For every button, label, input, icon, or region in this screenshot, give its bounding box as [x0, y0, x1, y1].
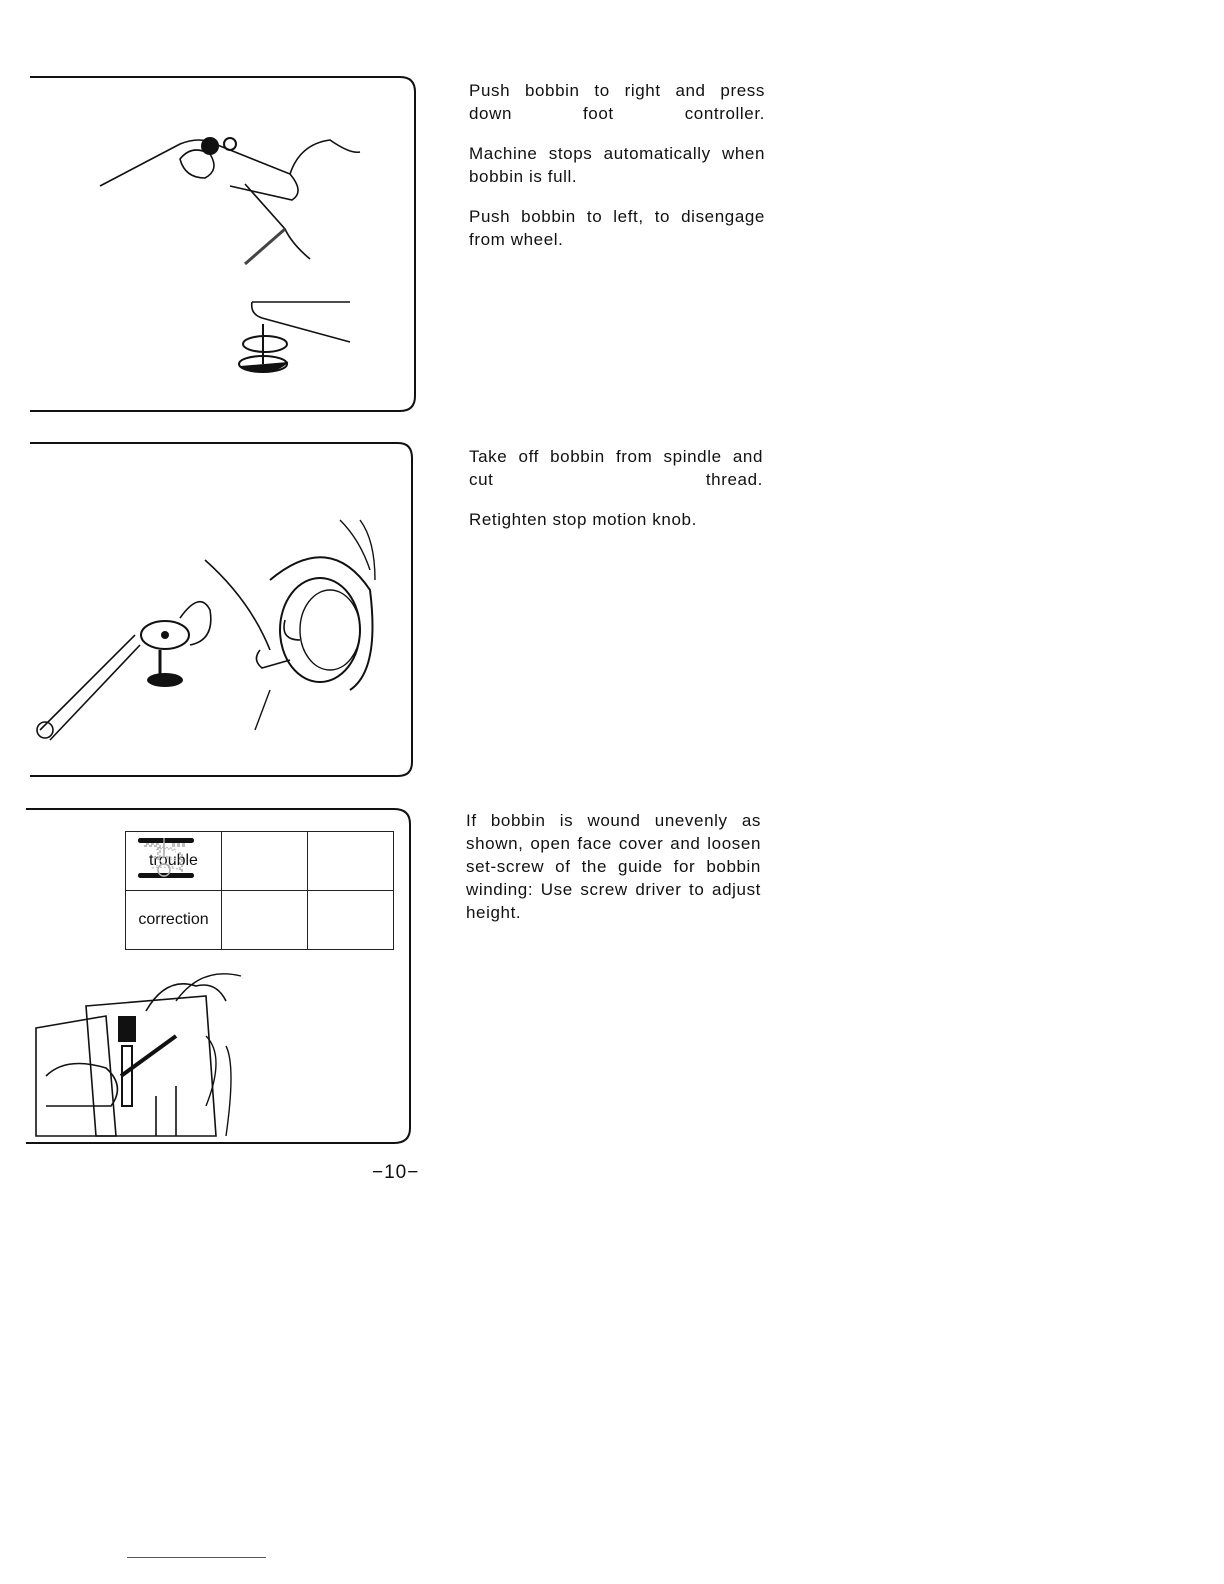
row-label-correction: correction: [126, 891, 222, 950]
table-row: [126, 891, 394, 950]
hand-pushing-bobbin-illustration: [30, 74, 420, 414]
instruction-paragraph: Machine stops automatically when bobbin is full.: [469, 144, 765, 186]
section-3-instructions: [466, 809, 761, 941]
section-2-illustration-panel: [30, 440, 420, 780]
trouble-correction-table: [125, 831, 394, 950]
lower-guide-icon: [308, 891, 394, 950]
page-number: −10−: [372, 1162, 420, 1183]
uneven-bobbin-top-icon: [222, 832, 308, 891]
section-1-instructions: [469, 79, 765, 268]
footer-underline: [127, 1557, 266, 1558]
row-label-trouble: trouble: [126, 832, 222, 891]
instruction-paragraph: Take off bobbin from spindle and cut thread.: [469, 447, 763, 489]
instruction-paragraph: If bobbin is wound unevenly as shown, open face cover and loosen set-screw of the guide for bobbin winding: Use screw driver to adjust height.: [466, 811, 761, 922]
instruction-paragraph: Push bobbin to left, to disengage from wheel.: [469, 207, 765, 249]
uneven-bobbin-bottom-icon: [308, 832, 394, 891]
section-3-illustration-panel: [26, 806, 418, 1148]
section-2-instructions: [469, 445, 763, 548]
section-1-illustration-panel: [30, 74, 420, 414]
instruction-paragraph: Push bobbin to right and press down foot controller.: [469, 81, 765, 123]
instruction-paragraph: Retighten stop motion knob.: [469, 510, 697, 529]
raise-guide-icon: [222, 891, 308, 950]
cutting-thread-illustration: [30, 440, 420, 780]
